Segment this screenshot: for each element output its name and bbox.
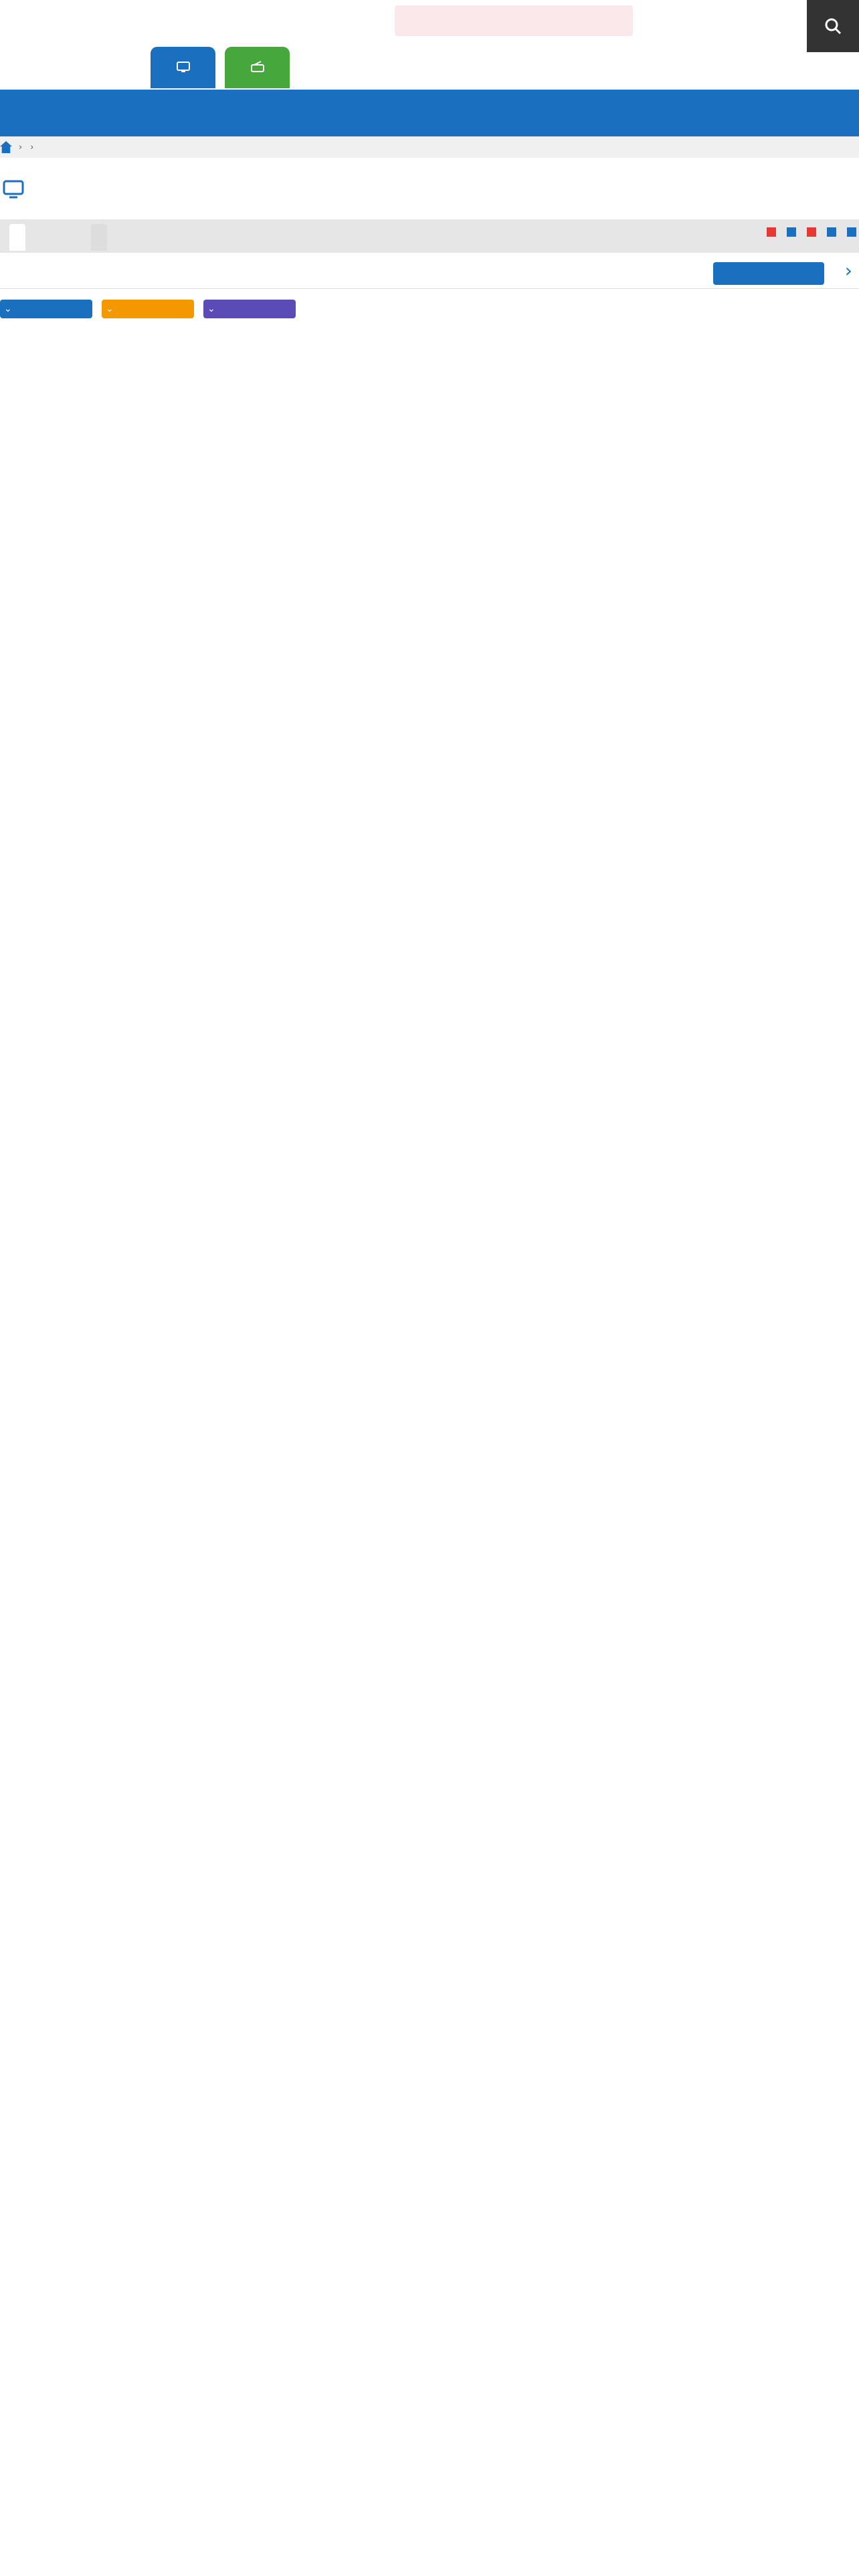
legend-item — [787, 227, 799, 237]
legend-item — [807, 227, 819, 237]
chevron-down-icon: ⌄ — [207, 304, 215, 314]
legend — [759, 227, 859, 237]
tab-weekly[interactable] — [9, 224, 25, 251]
day-tab[interactable] — [155, 262, 266, 285]
day-tab[interactable] — [377, 262, 488, 285]
search-icon — [823, 16, 843, 36]
breadcrumb: › › — [0, 136, 859, 158]
top-bar — [0, 0, 859, 52]
day-tab[interactable] — [44, 262, 155, 285]
legend-item — [847, 227, 859, 237]
date-bar — [0, 253, 859, 289]
day-tab[interactable] — [266, 262, 377, 285]
tv-icon — [176, 61, 191, 73]
menu-button[interactable] — [807, 0, 859, 52]
page-title-row — [0, 173, 31, 206]
promo-ribbon[interactable] — [395, 5, 633, 36]
day-tab[interactable] — [488, 262, 599, 285]
day-tab[interactable] — [599, 262, 710, 285]
chevron-down-icon: ⌄ — [4, 304, 12, 314]
chevron-down-icon: ⌄ — [106, 304, 114, 314]
tv-icon — [3, 179, 25, 199]
legend-item — [767, 227, 779, 237]
program-grid — [0, 332, 859, 2576]
tab-daily[interactable] — [91, 224, 107, 251]
next-week-arrow[interactable]: › — [844, 259, 852, 282]
period-afternoon[interactable] — [102, 300, 194, 318]
tab-tv[interactable] — [151, 47, 215, 88]
period-buttons — [0, 296, 305, 322]
tab-radio[interactable] — [225, 47, 290, 88]
period-morning[interactable] — [0, 300, 92, 318]
day-tab[interactable] — [713, 262, 824, 285]
home-icon — [0, 141, 12, 153]
period-night[interactable] — [203, 300, 296, 318]
radio-icon — [250, 61, 265, 73]
legend-item — [827, 227, 839, 237]
view-tabs-bar — [0, 219, 859, 253]
genre-nav — [0, 90, 859, 136]
